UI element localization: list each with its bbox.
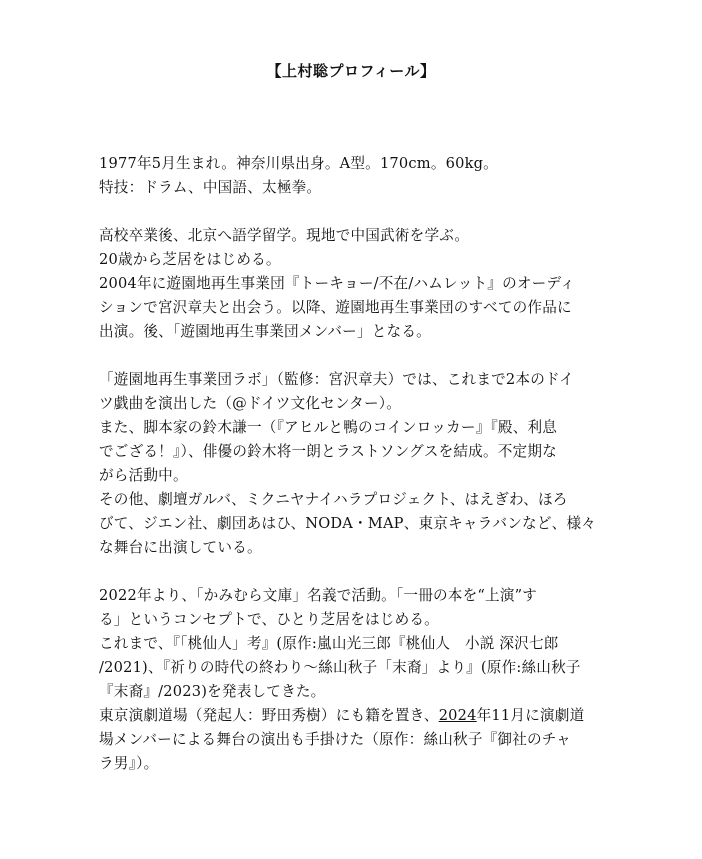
profile-line: 特技：ドラム、中国語、太極拳。: [99, 179, 322, 196]
profile-line: る」というコンセプトで、ひとり芝居をはじめる。: [99, 611, 439, 628]
paragraph-gap: [99, 200, 634, 224]
profile-line: がら活動中。: [99, 467, 188, 484]
profile-line: /2021)、『祈りの時代の終わり～絲山秋子「末裔」より』(原作:絲山秋子: [99, 659, 581, 676]
profile-body: [99, 152, 634, 776]
underlined-year: 2024: [438, 707, 477, 724]
profile-line-part: 東京演劇道場（発起人：野田秀樹）にも籍を置き、: [99, 707, 439, 724]
profile-line: ションで宮沢章夫と出会う。以降、遊園地再生事業団のすべての作品に: [99, 299, 572, 316]
profile-line: ツ戯曲を演出した（@ドイツ文化センター）。: [99, 395, 402, 412]
profile-line-dojo: [99, 704, 634, 728]
profile-line: 20歳から芝居をはじめる。: [99, 251, 281, 268]
profile-line: 1977年5月生まれ。神奈川県出身。A型。170cm。60kg。: [99, 155, 498, 172]
profile-line: ラ男』）。: [99, 755, 159, 772]
profile-line: な舞台に出演している。: [99, 539, 262, 556]
profile-line: 高校卒業後、北京へ語学留学。現地で中国武術を学ぶ。: [99, 227, 470, 244]
profile-line: また、脚本家の鈴木謙一（『アヒルと鴨のコインロッカー』『殿、利息: [99, 419, 558, 436]
profile-line: 「遊園地再生事業団ラボ」（監修：宮沢章夫）では、これまで2本のドイ: [99, 371, 574, 388]
profile-line: びて、ジエン社、劇団あはひ、NODA・MAP、東京キャラバンなど、様々: [99, 515, 597, 532]
profile-line: でござる！』）、俳優の鈴木将一朗とラストソングスを結成。不定期な: [99, 443, 557, 460]
profile-line: これまで、『「桃仙人」考』(原作:嵐山光三郎『桃仙人 小説 深沢七郎: [99, 635, 559, 652]
profile-line: 2004年に遊園地再生事業団『トーキョー/不在/ハムレット』のオーディ: [99, 275, 575, 292]
page-title: 【上村聡プロフィール】: [266, 62, 436, 80]
profile-line: 『末裔』/2023)を発表してきた。: [99, 683, 326, 700]
profile-line-part: 年11月に演劇道: [476, 707, 585, 724]
paragraph-gap: [99, 560, 634, 584]
profile-line: その他、劇壇ガルバ、ミクニヤナイハラプロジェクト、はえぎわ、ほろ: [99, 491, 568, 508]
profile-line: 2022年より、「かみむら文庫」名義で活動。「一冊の本を“上演”す: [99, 587, 538, 604]
paragraph-gap: [99, 344, 634, 368]
profile-line: 場メンバーによる舞台の演出も手掛けた（原作：絲山秋子『御社のチャ: [99, 731, 571, 748]
profile-line: 出演。後、「遊園地再生事業団メンバー」となる。: [99, 323, 431, 340]
